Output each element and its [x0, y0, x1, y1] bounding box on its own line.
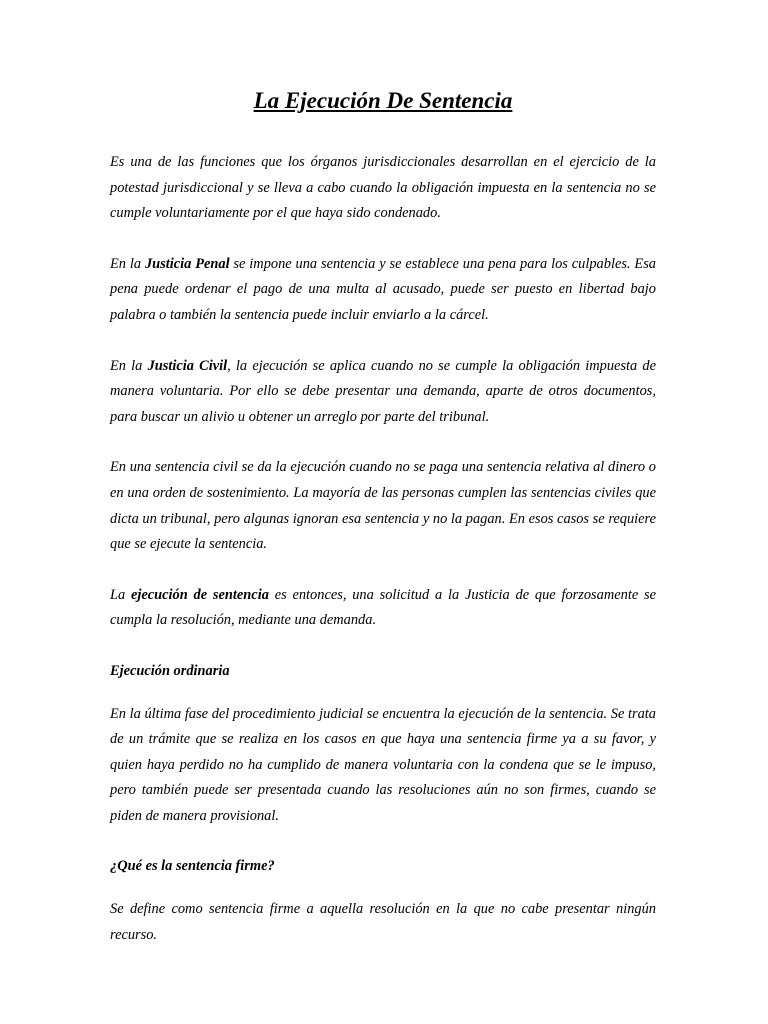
paragraph-text: En la — [110, 357, 148, 374]
paragraph-text: es entonces, una solicitud a la Justicia de que forzosamente se cumpla la resolución, mediante una demanda. — [110, 586, 656, 629]
paragraph-definition: Es una de las funciones que los órganos jurisdiccionales desarrollan en el ejercicio de la potestad jurisdiccional y se lleva a cabo cuando la obligación impuesta en la sentencia no se cumple voluntariamente por el que haya sido condenado. — [110, 154, 656, 222]
document-page — [110, 84, 656, 973]
paragraph-text: En la — [110, 255, 145, 272]
bold-term-justicia-civil: Justicia Civil — [147, 357, 228, 374]
bold-term-ejecucion-de-sentencia: ejecución de sentencia — [131, 586, 269, 603]
section-heading-sentencia-firme: ¿Qué es la sentencia firme? — [110, 858, 275, 875]
paragraph-text: La — [110, 586, 131, 603]
paragraph-ejecucion-de-sentencia — [110, 583, 656, 634]
section-heading-ejecucion-ordinaria: Ejecución ordinaria — [110, 662, 230, 679]
paragraph-ejecucion-ordinaria: En la última fase del procedimiento judicial se encuentra la ejecución de la sentencia. Se trata de un trámite que se realiza en los casos en que haya una sentencia firme ya a su favor, y quien haya perdido no ha cumplido de manera voluntaria con la condena que se le impuso, pero también puede ser presentada cuando las resoluciones aún no son firmes, cuando se piden de manera provisional. — [110, 705, 656, 824]
paragraph-text: se impone una sentencia y se establece una pena para los culpables. Esa pena puede ordenar el pago de una multa al acusado, puede ser puesto en libertad bajo palabra o también la sentencia puede incluir enviarlo a la cárcel. — [110, 255, 656, 323]
document-title: La Ejecución De Sentencia — [253, 88, 513, 113]
paragraph-justicia-penal — [110, 252, 656, 329]
bold-term-justicia-penal: Justicia Penal — [144, 255, 230, 272]
paragraph-text: , la ejecución se aplica cuando no se cumple la obligación impuesta de manera voluntaria. Por ello se debe presentar una demanda, aparte de otros documentos, para buscar un alivio u obtener un arreglo por parte del tribunal. — [110, 357, 656, 425]
paragraph-sentencia-civil: En una sentencia civil se da la ejecución cuando no se paga una sentencia relativa al dinero o en una orden de sostenimiento. La mayoría de las personas cumplen las sentencias civiles que dicta un tribunal, pero algunas ignoran esa sentencia y no la pagan. En esos casos se requiere que se ejecute la sentencia. — [110, 459, 656, 553]
paragraph-justicia-civil — [110, 354, 656, 431]
paragraph-sentencia-firme: Se define como sentencia firme a aquella resolución en la que no cabe presentar ningún recurso. — [110, 901, 656, 943]
